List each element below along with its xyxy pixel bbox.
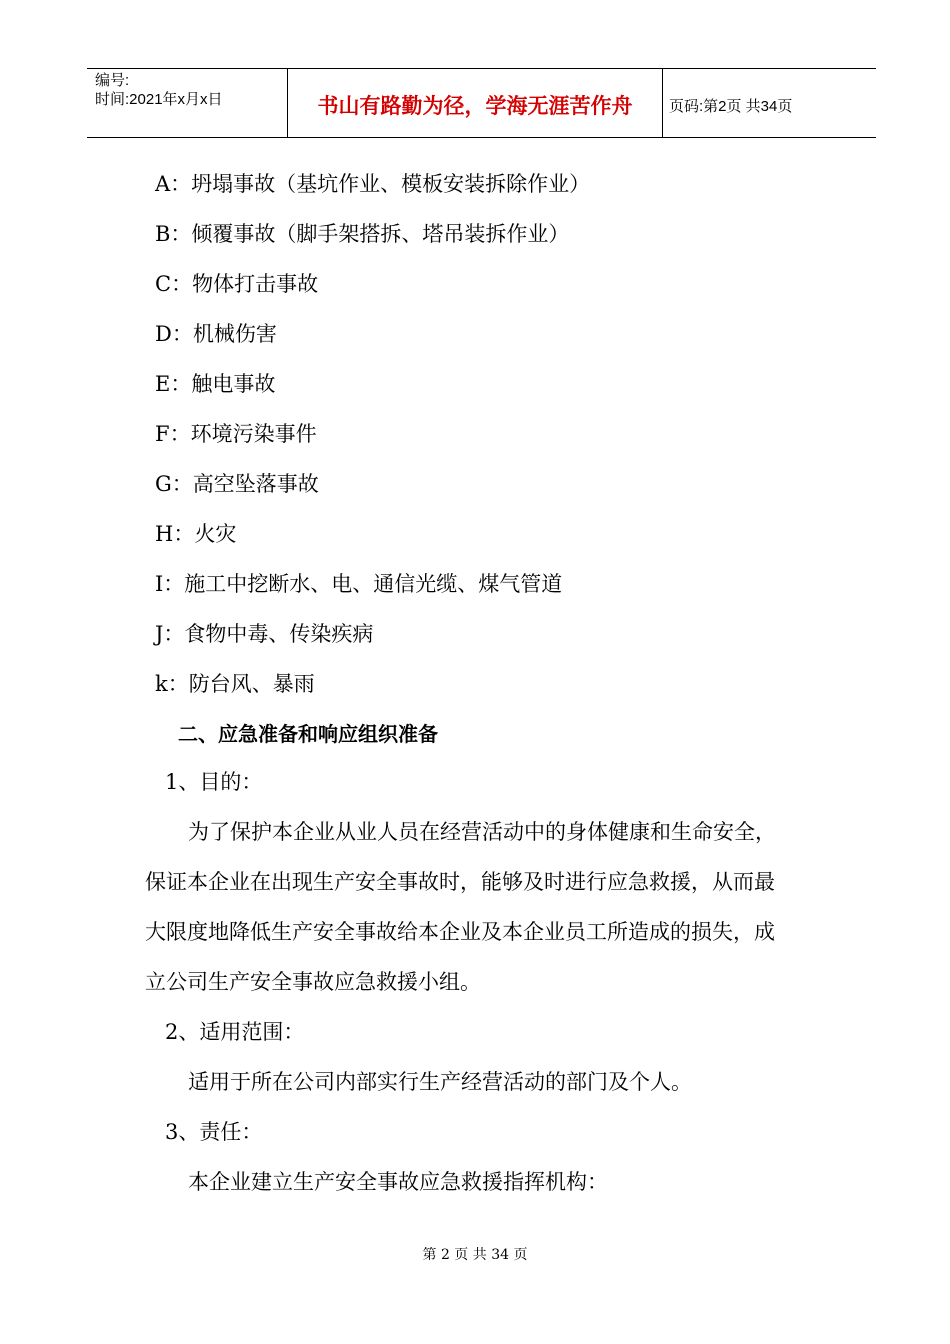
list-item: k：防台风、暴雨 [155,672,315,696]
list-item: A：坍塌事故（基坑作业、模板安装拆除作业） [155,172,591,196]
responsibility-title: 3、责任： [165,1120,263,1144]
list-item: G：高空坠落事故 [155,472,319,496]
purpose-line: 保证本企业在出现生产安全事故时，能够及时进行应急救援，从而最 [145,870,775,894]
header-motto-cell [287,69,663,137]
header-motto: 书山有路勤为径，学海无涯苦作舟 [317,94,633,118]
list-item: B：倾覆事故（脚手架搭拆、塔吊装拆作业） [155,222,570,246]
time-label: 时间:2021年x月x日 [95,91,223,108]
list-item: H：火灾 [155,522,237,546]
purpose-line: 立公司生产安全事故应急救援小组。 [145,970,481,994]
list-item: E：触电事故 [155,372,276,396]
list-item: I：施工中挖断水、电、通信光缆、煤气管道 [155,572,563,596]
responsibility-text: 本企业建立生产安全事故应急救援指挥机构： [188,1170,608,1194]
scope-text: 适用于所在公司内部实行生产经营活动的部门及个人。 [188,1070,692,1094]
list-item: C：物体打击事故 [155,272,319,296]
list-item: F：环境污染事件 [155,422,317,446]
page-footer: 第 2 页 共 34 页 [422,1247,528,1263]
number-label: 编号: [95,72,130,89]
header-meta [87,69,287,137]
purpose-title: 1、目的： [165,770,263,794]
section-heading: 二、应急准备和响应组织准备 [178,722,438,746]
page-info-text: 页码:第2页 共34页 [669,97,793,115]
list-item: D：机械伤害 [155,322,277,346]
list-item: J：食物中毒、传染疾病 [155,622,374,646]
header-page-info [661,69,876,137]
scope-title: 2、适用范围： [165,1020,305,1044]
page-header [87,68,876,138]
purpose-line: 为了保护本企业从业人员在经营活动中的身体健康和生命安全， [188,820,776,844]
purpose-line: 大限度地降低生产安全事故给本企业及本企业员工所造成的损失，成 [145,920,775,944]
